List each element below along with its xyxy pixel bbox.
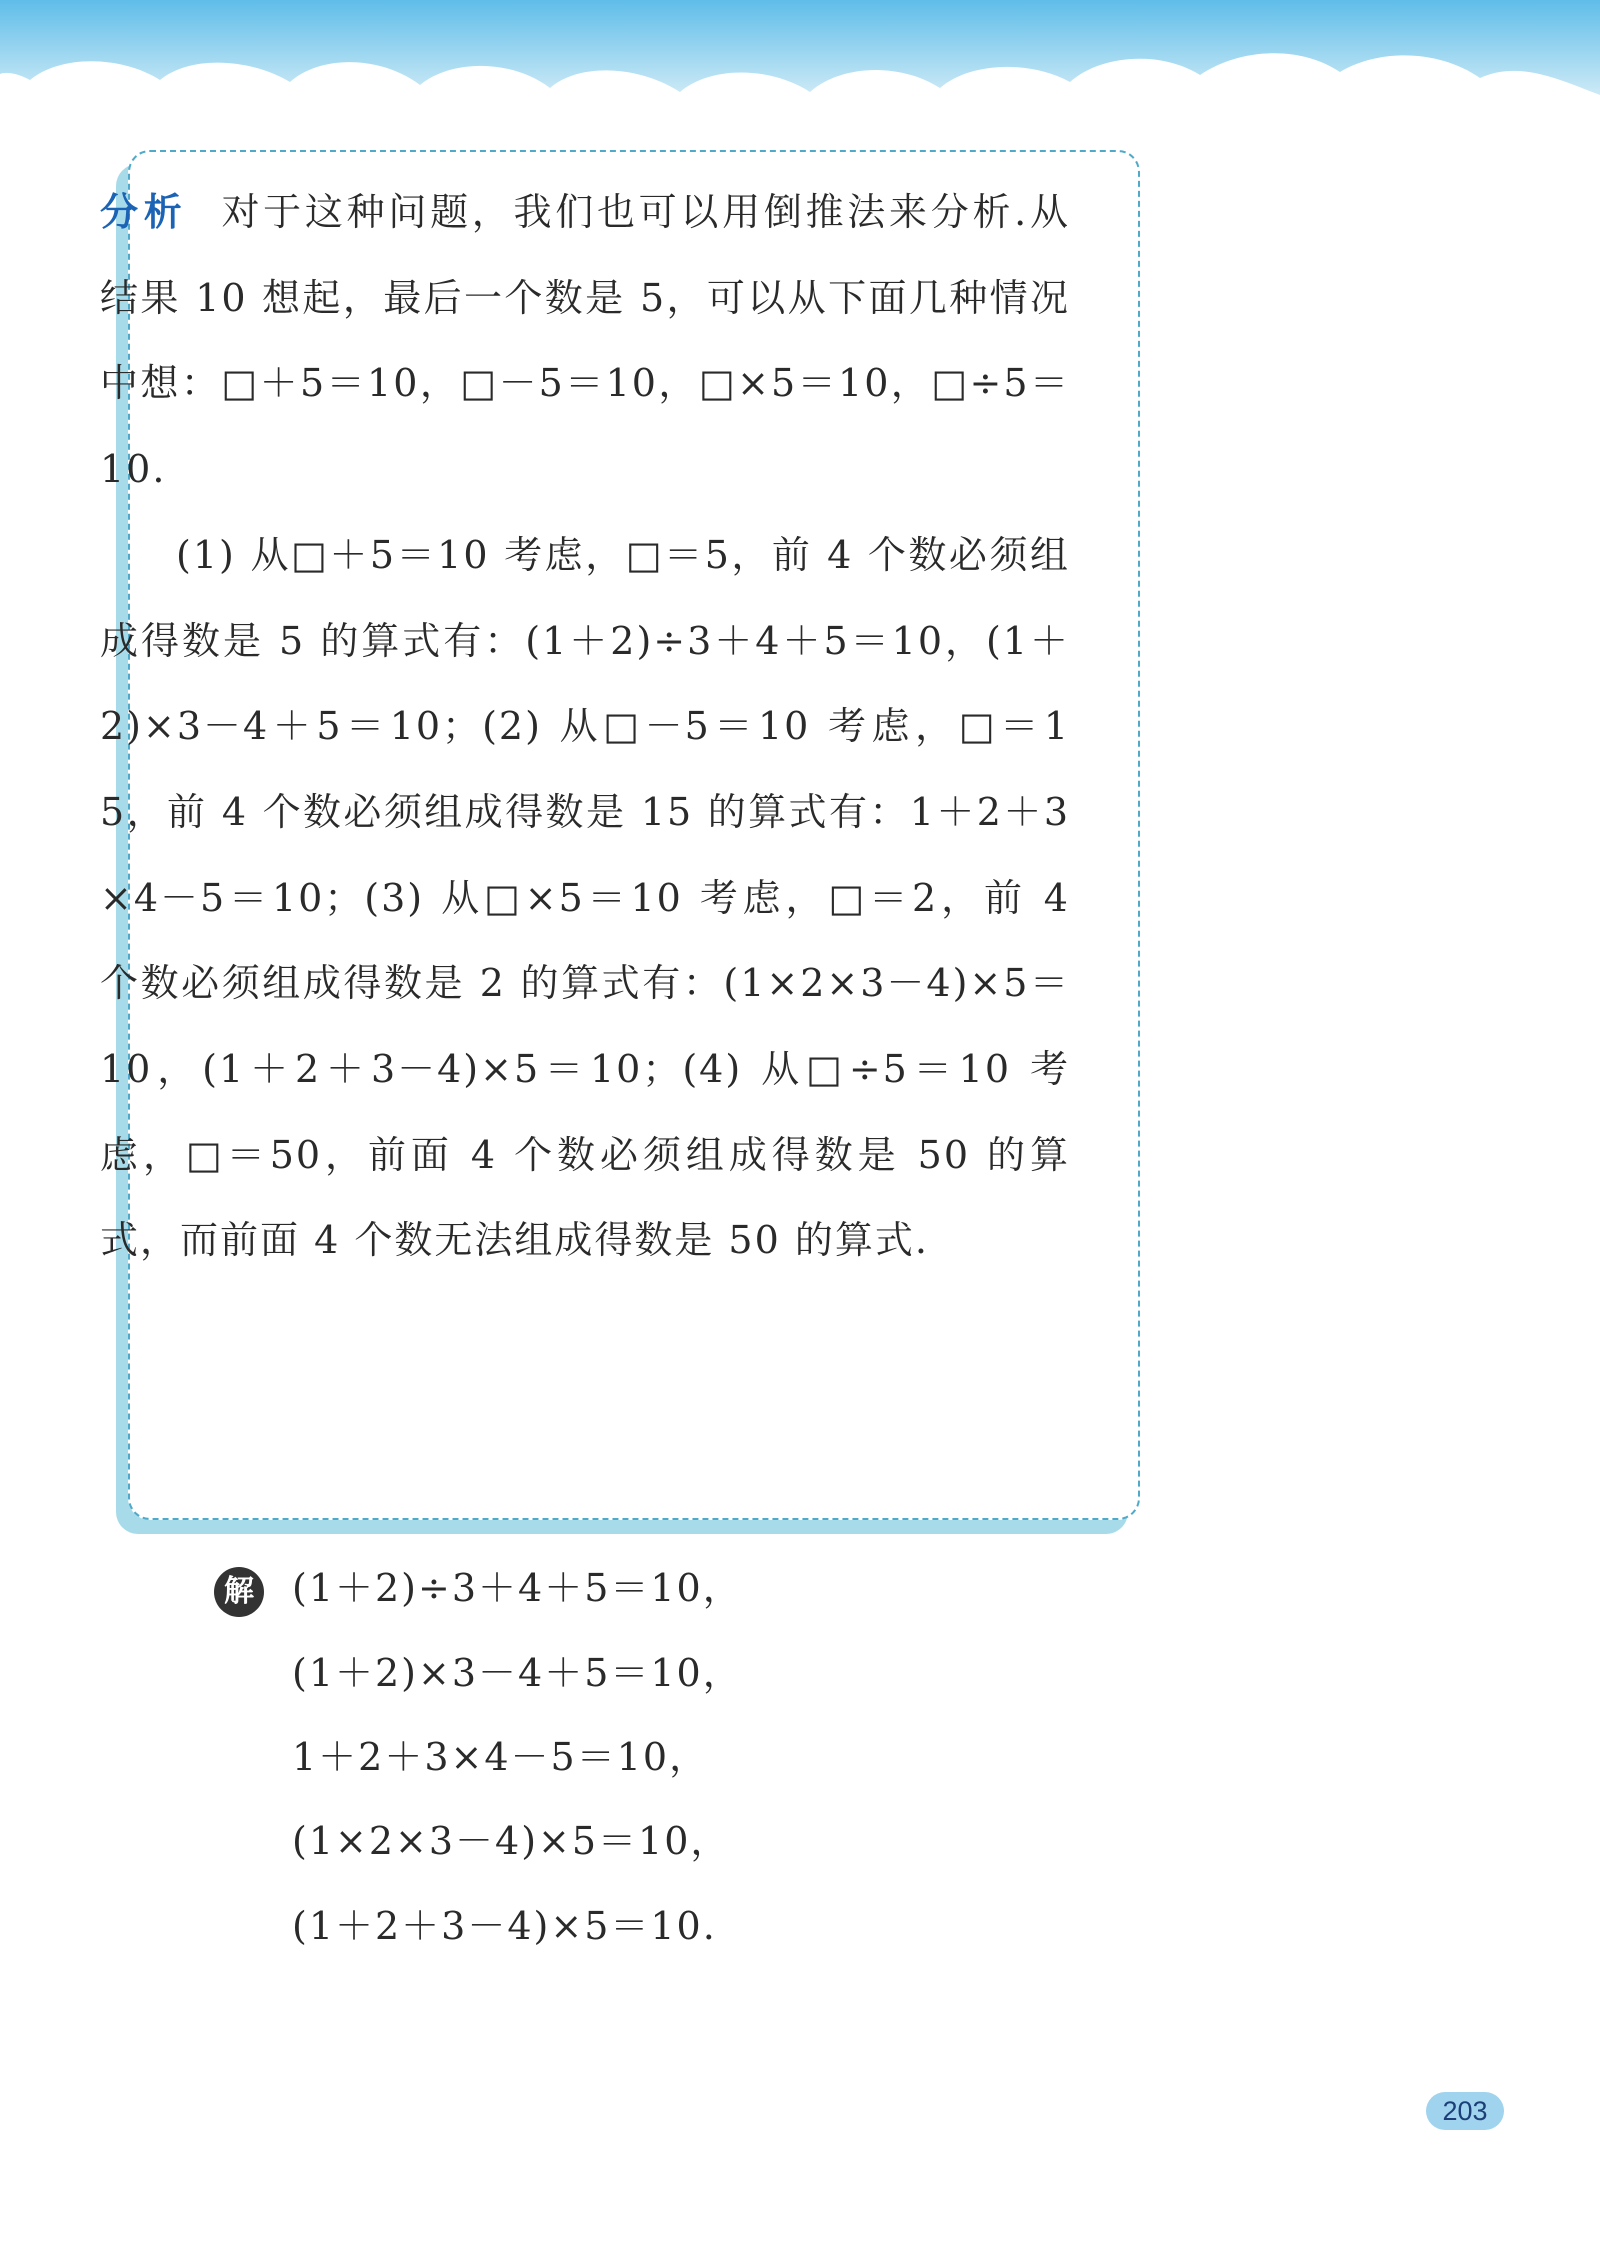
- solution-badge: 解: [214, 1567, 264, 1617]
- analysis-paragraph-1: 对于这种问题，我们也可以用倒推法来分析.从结果 10 想起，最后一个数是 5，可以从下面几种情况中想：□＋5＝10，□－5＝10，□×5＝10，□÷5＝10.: [100, 190, 1070, 492]
- sky-cloud-banner: [0, 0, 1600, 170]
- solution-line-3: 1＋2＋3×4－5＝10，: [292, 1735, 710, 1779]
- solution-line-2: (1＋2)×3－4＋5＝10，: [292, 1651, 743, 1695]
- analysis-paragraph-2: (1) 从□＋5＝10 考虑，□＝5，前 4 个数必须组成得数是 5 的算式有：(1＋2)÷3＋4＋5＝10，(1＋2)×3－4＋5＝10；(2) 从□－5＝10 考虑，□＝15，前 4 个数必须组成得数是 15 的算式有：1＋2＋3×4－5＝10；(3) 从□×5＝10 考虑，□＝2，前 4 个数必须组成得数是 2 的算式有：(1×2×3－4)×5＝10，(1＋2＋3－4)×5＝10；(4) 从□÷5＝10 考虑，□＝50，前面 4 个数必须组成得数是 50 的算式，而前面 4 个数无法组成得数是 50 的算式.: [100, 532, 1070, 1263]
- solution-line-4: (1×2×3－4)×5＝10，: [292, 1819, 731, 1863]
- solution-line-1: (1＋2)÷3＋4＋5＝10，: [292, 1566, 743, 1610]
- analysis-text: [100, 170, 1070, 1284]
- page-number: 203: [1426, 2092, 1504, 2130]
- solution-line-5: (1＋2＋3－4)×5＝10.: [292, 1904, 717, 1948]
- analysis-label: 分析: [100, 190, 188, 234]
